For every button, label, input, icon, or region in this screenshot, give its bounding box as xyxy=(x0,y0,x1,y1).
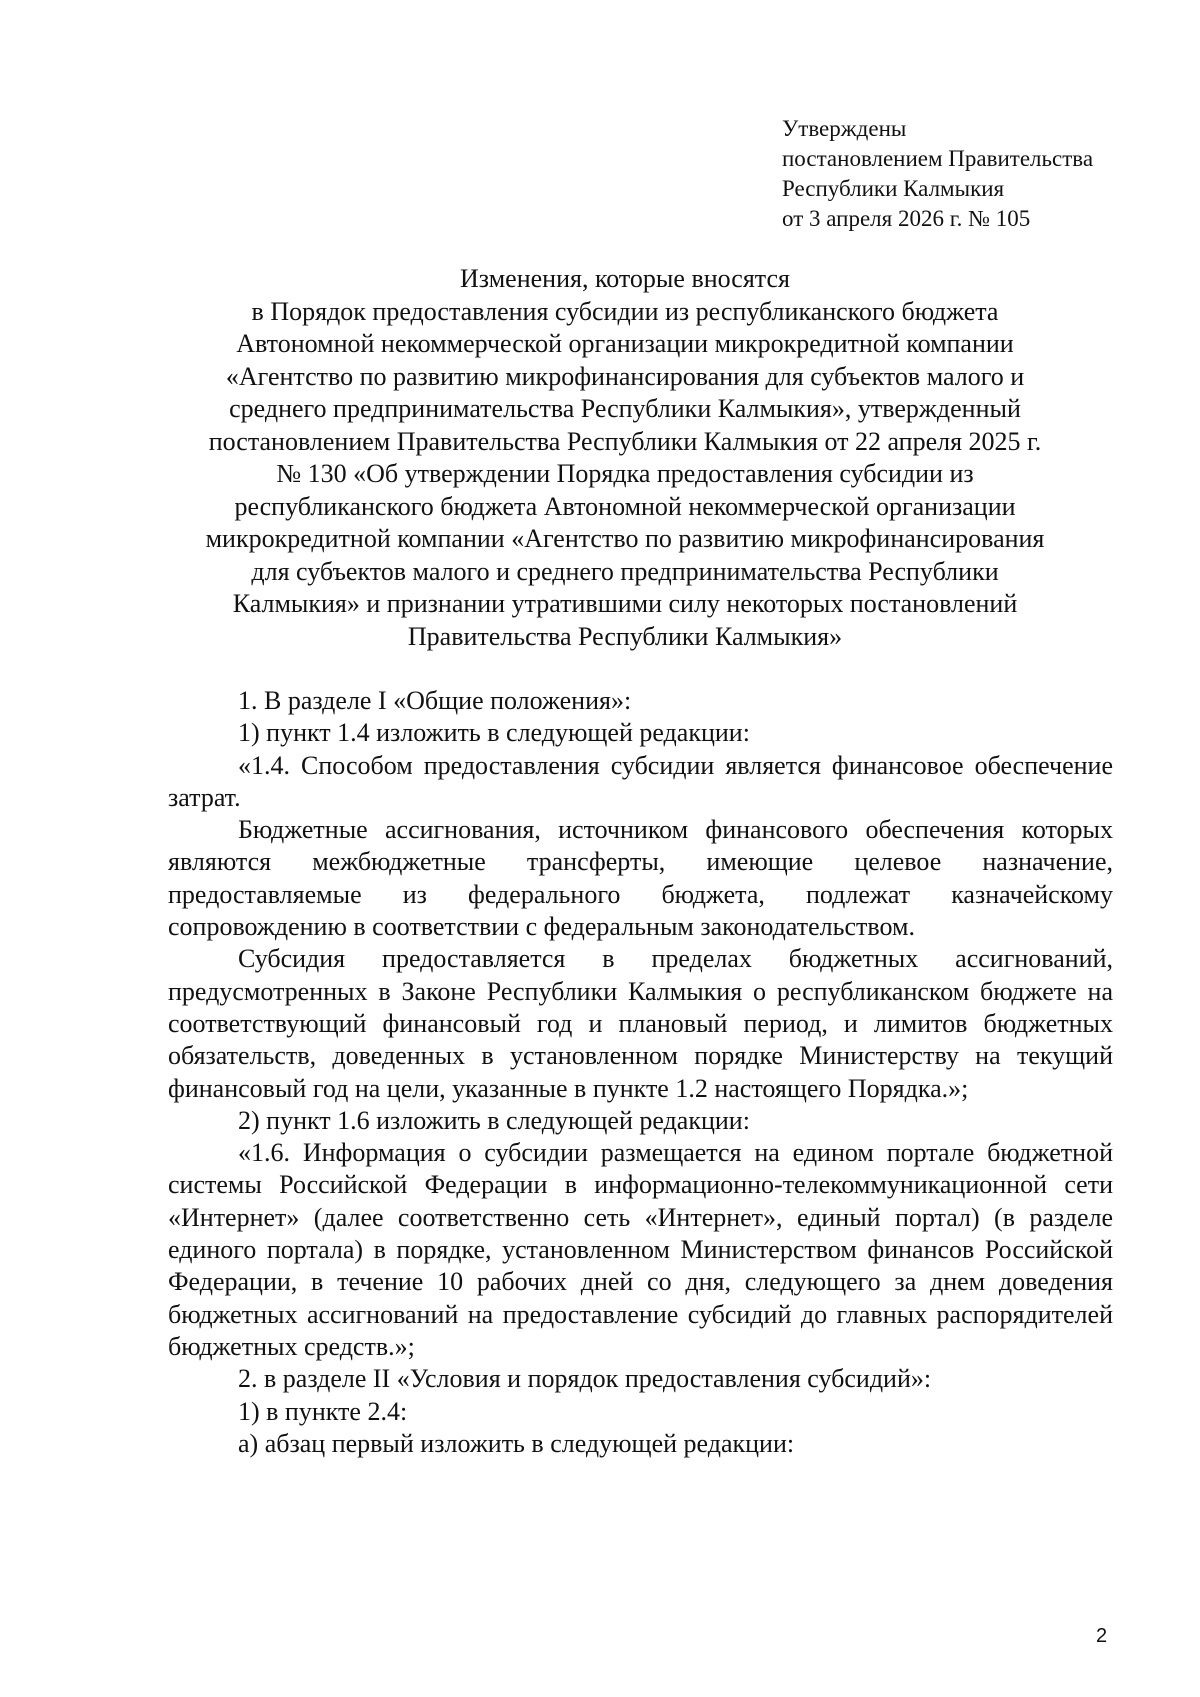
paragraph: «1.4. Способом предоставления субсидии является финансовое обеспечение затрат. xyxy=(168,750,1113,812)
approval-line: от 3 апреля 2026 г. № 105 xyxy=(782,206,1031,231)
section-heading: 2. в разделе II «Условия и порядок предоставления субсидий»: xyxy=(238,1364,932,1394)
approval-line: Утверждены xyxy=(782,116,907,141)
approval-line: постановлением Правительства xyxy=(782,146,1094,171)
approval-stamp xyxy=(782,114,1093,234)
list-item: 2) пункт 1.6 изложить в следующей редакции: xyxy=(238,1105,750,1135)
paragraph: Субсидия предоставляется в пределах бюджетных ассигнований, предусмотренных в Законе Республики Калмыкия о республиканском бюджете на соответствующий финансовый год и плановый период, и лимитов бюджетных обязательств, доведенных в установленном порядке Министерству на текущий финансовый год на цели, указанные в пункте 1.2 настоящего Порядка.»; xyxy=(168,944,1113,1103)
document-body xyxy=(168,685,1113,1460)
title-line: постановлением Правительства Республики Калмыкия от 22 апреля 2025 г. xyxy=(208,426,1042,456)
list-item: а) абзац первый изложить в следующей редакции: xyxy=(238,1428,795,1458)
section-heading: 1. В разделе I «Общие положения»: xyxy=(238,686,632,715)
title-line: республиканского бюджета Автономной некоммерческой организации xyxy=(234,491,1016,521)
title-line: Автономной некоммерческой организации микрокредитной компании xyxy=(236,329,1014,358)
paragraph: Бюджетные ассигнования, источником финансового обеспечения которых являются межбюджетные трансферты, имеющие целевое назначение, предоставляемые из федерального бюджета, подлежат казначейскому сопровождению в соответствии с федеральным законодательством. xyxy=(168,815,1113,942)
title-line: в Порядок предоставления субсидии из республиканского бюджета xyxy=(251,296,999,326)
title-line: среднего предпринимательства Республики Калмыкия», утвержденный xyxy=(229,394,1021,423)
list-item: 1) пункт 1.4 изложить в следующей редакции: xyxy=(238,718,750,748)
title-line: Калмыкия» и признании утратившими силу некоторых постановлений xyxy=(232,589,1018,618)
title-line: Изменения, которые вносятся xyxy=(460,264,790,293)
paragraph: «1.6. Информация о субсидии размещается на едином портале бюджетной системы Российской Федерации в информационно-телекоммуникационной сети «Интернет» (далее соответственно сеть «Интернет», единый портал) (в разделе единого портала) в порядке, установленном Министерством финансов Российской Федерации, в течение 10 рабочих дней со дня, следующего за днем доведения бюджетных ассигнований на предоставление субсидий до главных распорядителей бюджетных средств.»; xyxy=(168,1138,1113,1361)
list-item: 1) в пункте 2.4: xyxy=(238,1396,408,1426)
document-title xyxy=(150,263,1100,653)
title-line: для субъектов малого и среднего предпринимательства Республики xyxy=(251,556,999,586)
title-line: Правительства Республики Калмыкия» xyxy=(407,621,843,651)
approval-line: Республики Калмыкия xyxy=(782,176,1005,201)
title-line: № 130 «Об утверждении Порядка предоставления субсидии из xyxy=(276,459,974,488)
title-line: «Агентство по развитию микрофинансирования для субъектов малого и xyxy=(225,361,1025,391)
page-number: 2 xyxy=(1096,1625,1108,1647)
title-line: микрокредитной компании «Агентство по развитию микрофинансирования xyxy=(205,524,1045,553)
